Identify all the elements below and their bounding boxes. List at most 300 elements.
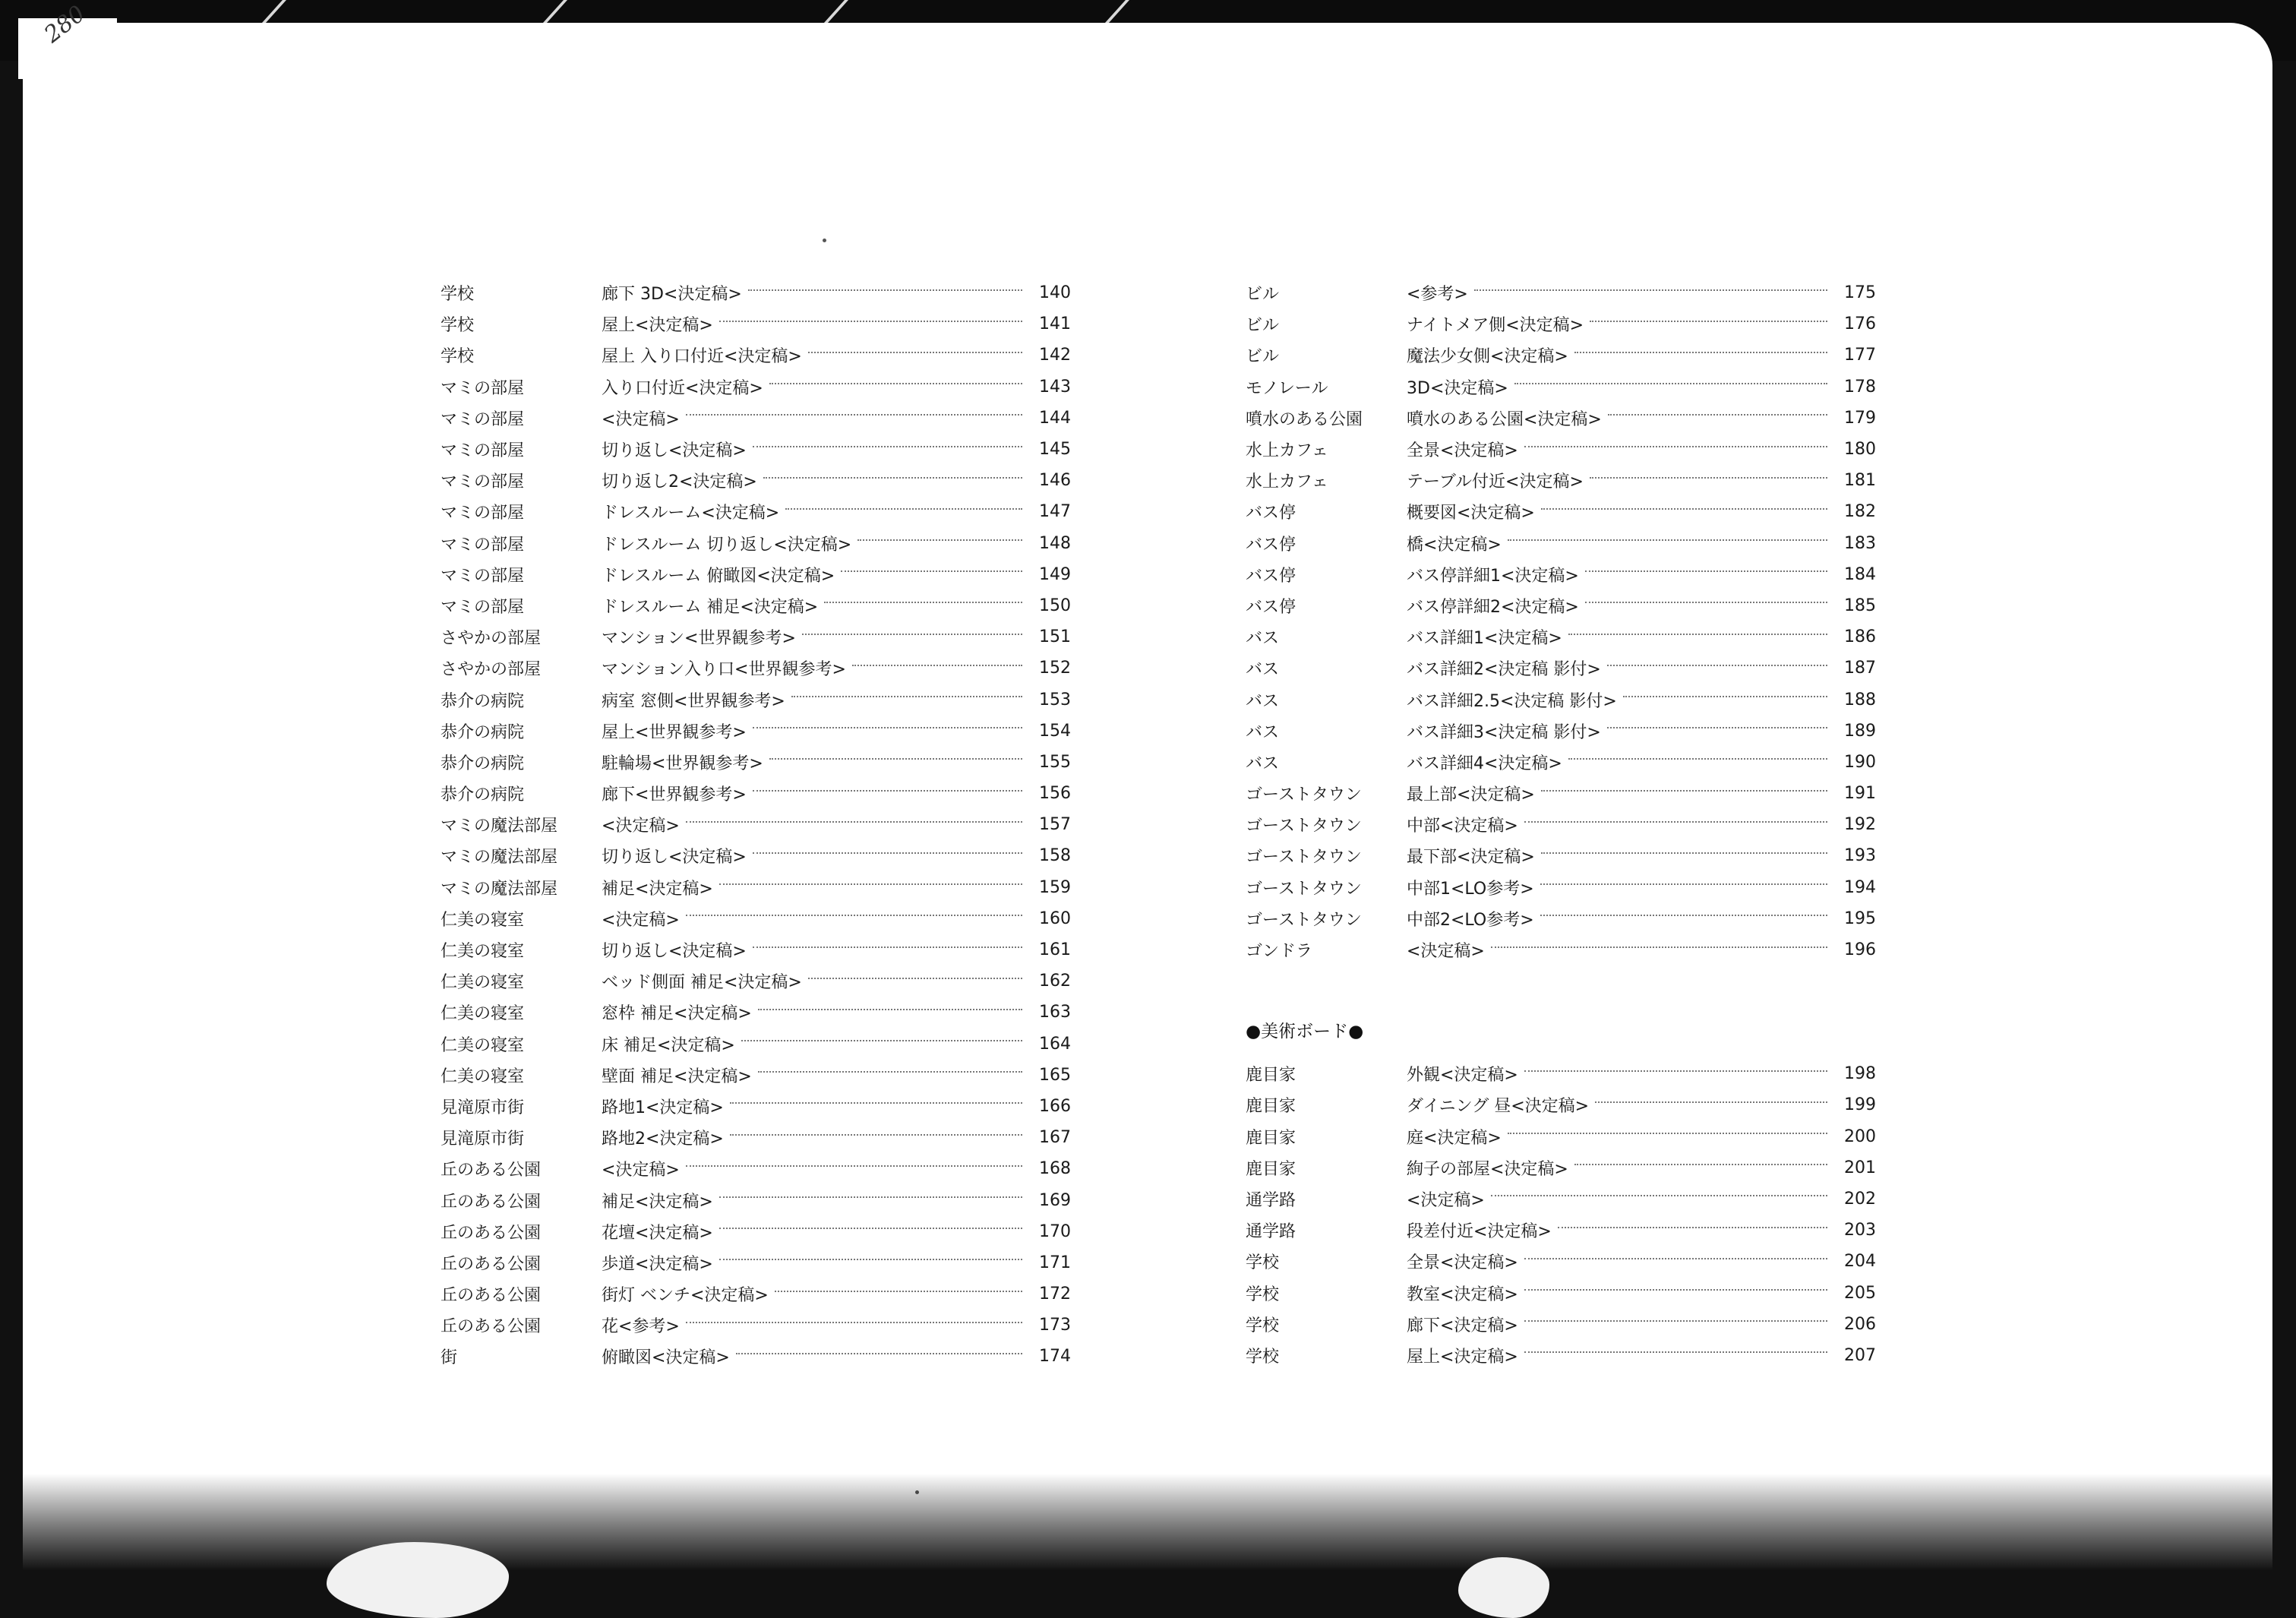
dot-leader	[1540, 915, 1827, 916]
entry-title: テーブル付近<決定稿>	[1407, 472, 1584, 492]
index-entry	[441, 1247, 1071, 1278]
entry-location: 学校	[1246, 1316, 1280, 1335]
entry-title: 橋<決定稿>	[1407, 535, 1502, 555]
entry-title: 全景<決定稿>	[1407, 1253, 1518, 1273]
entry-page-number: 153	[1039, 690, 1071, 709]
entry-page-number: 165	[1039, 1065, 1071, 1085]
index-entry	[1246, 934, 1876, 965]
index-entry	[441, 716, 1071, 747]
entry-title: 花<参考>	[602, 1317, 680, 1337]
index-entry	[441, 465, 1071, 496]
dot-leader	[852, 665, 1022, 666]
entry-location: ゴーストタウン	[1246, 848, 1362, 867]
entry-page-number: 152	[1039, 659, 1071, 678]
entry-location: 学校	[441, 316, 475, 336]
entry-title: 歩道<決定稿>	[602, 1254, 713, 1274]
index-entry	[1246, 716, 1876, 747]
entry-location: バス	[1246, 629, 1280, 649]
entry-location: マミの部屋	[441, 504, 525, 523]
dot-leader	[1524, 1258, 1827, 1259]
entry-location: バス	[1246, 660, 1280, 680]
entry-page-number: 156	[1039, 784, 1071, 804]
index-entry	[441, 747, 1071, 778]
index-entry	[1246, 340, 1876, 371]
index-entry	[441, 1310, 1071, 1341]
dot-leader	[686, 1322, 1022, 1323]
entry-title: 屋上<決定稿>	[602, 316, 713, 336]
dot-leader	[1608, 414, 1827, 416]
dot-leader	[1590, 477, 1827, 479]
entry-location: 丘のある公園	[441, 1223, 542, 1243]
index-entry	[1246, 434, 1876, 465]
entry-page-number: 180	[1844, 440, 1876, 460]
index-entry	[1246, 1277, 1876, 1308]
index-entry	[441, 308, 1071, 340]
entry-page-number: 175	[1844, 283, 1876, 303]
entry-page-number: 148	[1039, 533, 1071, 553]
entry-location: マミの部屋	[441, 535, 525, 555]
entry-location: バス	[1246, 754, 1280, 773]
index-entry	[441, 434, 1071, 465]
entry-title: ベッド側面 補足<決定稿>	[602, 973, 802, 993]
entry-title: 外観<決定稿>	[1407, 1066, 1518, 1086]
index-entry	[1246, 809, 1876, 840]
entry-title: バス詳細1<決定稿>	[1407, 629, 1562, 649]
dot-leader	[753, 790, 1022, 792]
dot-leader	[1568, 634, 1827, 635]
entry-title: ドレスルーム 俯瞰図<決定稿>	[602, 566, 835, 586]
entry-title: 補足<決定稿>	[602, 879, 713, 899]
dot-leader	[791, 696, 1022, 697]
dot-leader	[769, 383, 1022, 384]
dot-leader	[1607, 727, 1827, 728]
index-entry	[1246, 1340, 1876, 1371]
index-entry	[441, 340, 1071, 371]
entry-location: 見滝原市街	[441, 1098, 525, 1117]
entry-title: 教室<決定稿>	[1407, 1285, 1518, 1304]
dot-leader	[808, 352, 1022, 353]
index-column-right	[1246, 277, 1876, 1371]
dot-leader	[1540, 883, 1827, 885]
entry-location: ゴーストタウン	[1246, 910, 1362, 930]
entry-page-number: 203	[1844, 1221, 1876, 1240]
entry-title: ダイニング 昼<決定稿>	[1407, 1097, 1590, 1117]
entry-location: マミの部屋	[441, 597, 525, 617]
entry-location: 恭介の病院	[441, 722, 525, 742]
entry-page-number: 143	[1039, 377, 1071, 397]
entry-page-number: 141	[1039, 314, 1071, 334]
index-entry	[1246, 371, 1876, 403]
entry-page-number: 171	[1039, 1253, 1071, 1272]
entry-location: 仁美の寝室	[441, 973, 525, 993]
dot-leader	[686, 414, 1022, 416]
entry-page-number: 202	[1844, 1189, 1876, 1209]
entry-page-number: 145	[1039, 440, 1071, 460]
entry-page-number: 163	[1039, 1003, 1071, 1022]
entry-title: 切り返し2<決定稿>	[602, 472, 757, 492]
dot-leader	[1607, 665, 1827, 666]
entry-page-number: 173	[1039, 1316, 1071, 1335]
entry-location: 鹿目家	[1246, 1066, 1296, 1086]
index-entry	[441, 653, 1071, 684]
index-entry	[441, 965, 1071, 997]
entry-title: 全景<決定稿>	[1407, 441, 1518, 461]
entry-title: バス詳細2<決定稿 影付>	[1407, 660, 1601, 680]
entry-title: 3D<決定稿>	[1407, 378, 1508, 398]
dot-leader	[785, 508, 1022, 510]
index-entry	[1246, 559, 1876, 590]
entry-title: マンション<世界観参考>	[602, 629, 796, 649]
entry-location: 仁美の寝室	[441, 1004, 525, 1024]
entry-page-number: 191	[1844, 784, 1876, 804]
dot-leader	[1524, 446, 1827, 447]
entry-location: マミの部屋	[441, 441, 525, 461]
dot-leader	[753, 446, 1022, 447]
entry-page-number: 195	[1844, 909, 1876, 928]
entry-title: バス停詳細1<決定稿>	[1407, 566, 1579, 586]
dot-leader	[730, 1102, 1022, 1104]
entry-page-number: 179	[1844, 408, 1876, 428]
dot-leader	[686, 1165, 1022, 1167]
dot-leader	[1585, 602, 1827, 603]
dot-leader	[719, 321, 1022, 322]
dot-leader	[841, 570, 1022, 572]
index-entry	[441, 872, 1071, 903]
entry-page-number: 164	[1039, 1034, 1071, 1054]
entry-location: マミの魔法部屋	[441, 848, 558, 867]
index-entry	[441, 809, 1071, 840]
index-entry	[441, 903, 1071, 934]
index-entry	[1246, 778, 1876, 809]
entry-location: 通学路	[1246, 1222, 1296, 1242]
entry-title: 中部<決定稿>	[1407, 817, 1518, 836]
dot-leader	[857, 539, 1022, 541]
entry-title: 廊下 3D<決定稿>	[602, 285, 742, 305]
entry-page-number: 169	[1039, 1190, 1071, 1210]
index-entry	[1246, 1246, 1876, 1277]
entry-location: 丘のある公園	[441, 1161, 542, 1180]
entry-page-number: 207	[1844, 1345, 1876, 1365]
entry-title: 屋上 入り口付近<決定稿>	[602, 347, 802, 367]
entry-location: 鹿目家	[1246, 1097, 1296, 1117]
entry-page-number: 161	[1039, 940, 1071, 960]
entry-location: 街	[441, 1348, 458, 1368]
dot-leader	[1524, 821, 1827, 823]
index-entry	[441, 1029, 1071, 1060]
index-entry	[441, 621, 1071, 653]
entry-page-number: 186	[1844, 627, 1876, 647]
entry-location: さやかの部屋	[441, 629, 542, 649]
index-entry	[1246, 1309, 1876, 1340]
entry-title: 切り返し<決定稿>	[602, 848, 747, 867]
entry-page-number: 196	[1844, 940, 1876, 960]
dot-leader	[775, 1291, 1022, 1292]
index-entry	[1246, 465, 1876, 496]
entry-location: 鹿目家	[1246, 1159, 1296, 1179]
entry-page-number: 159	[1039, 877, 1071, 897]
entry-page-number: 181	[1844, 471, 1876, 491]
entry-page-number: 182	[1844, 502, 1876, 522]
entry-title: バス詳細2.5<決定稿 影付>	[1407, 691, 1617, 711]
dot-leader	[1524, 1289, 1827, 1291]
index-entry	[1246, 277, 1876, 308]
entry-title: <決定稿>	[1407, 942, 1485, 962]
entry-page-number: 185	[1844, 596, 1876, 615]
entry-title: 補足<決定稿>	[602, 1192, 713, 1212]
dot-leader	[753, 852, 1022, 854]
entry-page-number: 167	[1039, 1128, 1071, 1148]
entry-page-number: 140	[1039, 283, 1071, 303]
index-entry	[1246, 590, 1876, 621]
index-column-left	[441, 277, 1071, 1373]
entry-page-number: 205	[1844, 1283, 1876, 1303]
index-entry	[1246, 653, 1876, 684]
entry-page-number: 142	[1039, 346, 1071, 365]
dot-leader	[1590, 321, 1827, 322]
entry-title: 切り返し<決定稿>	[602, 441, 747, 461]
entry-location: 通学路	[1246, 1190, 1296, 1210]
entry-location: 丘のある公園	[441, 1317, 542, 1337]
entry-location: ゴーストタウン	[1246, 817, 1362, 836]
entry-page-number: 177	[1844, 346, 1876, 365]
entry-title: マンション入り口<世界観参考>	[602, 660, 846, 680]
entry-page-number: 187	[1844, 659, 1876, 678]
index-entry	[441, 997, 1071, 1028]
entry-title: 廊下<世界観参考>	[602, 785, 747, 805]
index-entry	[441, 778, 1071, 809]
entry-title: ナイトメア側<決定稿>	[1407, 316, 1584, 336]
index-entry	[1246, 872, 1876, 903]
dot-leader	[741, 1040, 1022, 1041]
entry-title: <決定稿>	[1407, 1190, 1485, 1210]
dot-leader	[1524, 1351, 1827, 1353]
entry-location: 学校	[1246, 1347, 1280, 1367]
dot-leader	[1574, 352, 1827, 353]
index-entry	[441, 590, 1071, 621]
entry-location: 恭介の病院	[441, 754, 525, 773]
entry-title: 病室 窓側<世界観参考>	[602, 691, 785, 711]
index-entry	[441, 934, 1071, 965]
index-entry	[441, 371, 1071, 403]
entry-page-number: 162	[1039, 972, 1071, 991]
dot-leader	[736, 1353, 1022, 1354]
entry-title: 中部2<LO参考>	[1407, 910, 1534, 930]
section-spacer	[1246, 965, 1876, 1014]
entry-location: ビル	[1246, 347, 1280, 367]
entry-title: 概要図<決定稿>	[1407, 504, 1535, 523]
entry-page-number: 174	[1039, 1347, 1071, 1367]
entry-title: 最下部<決定稿>	[1407, 848, 1535, 867]
dot-leader	[1514, 383, 1827, 384]
index-entry	[1246, 840, 1876, 871]
entry-page-number: 192	[1844, 815, 1876, 835]
entry-location: 学校	[441, 285, 475, 305]
entry-page-number: 160	[1039, 909, 1071, 928]
index-entry	[441, 1122, 1071, 1153]
entry-title: 庭<決定稿>	[1407, 1128, 1502, 1148]
page-number: 280	[39, 0, 90, 49]
entry-title: 入り口付近<決定稿>	[602, 378, 763, 398]
index-entry	[1246, 1152, 1876, 1183]
index-entry	[1246, 528, 1876, 559]
entry-page-number: 158	[1039, 846, 1071, 866]
entry-location: モノレール	[1246, 378, 1328, 398]
entry-title: <参考>	[1407, 285, 1468, 305]
index-entry	[1246, 496, 1876, 527]
section-spacer	[1246, 1044, 1876, 1058]
entry-title: <決定稿>	[602, 1161, 680, 1180]
entry-location: バス	[1246, 691, 1280, 711]
entry-location: バス停	[1246, 504, 1296, 523]
entry-location: 学校	[1246, 1285, 1280, 1304]
entry-page-number: 154	[1039, 721, 1071, 741]
index-entry	[441, 1184, 1071, 1215]
entry-location: 恭介の病院	[441, 785, 525, 805]
entry-title: 床 補足<決定稿>	[602, 1035, 735, 1055]
entry-location: 丘のある公園	[441, 1192, 542, 1212]
dot-leader	[686, 915, 1022, 916]
entry-location: 仁美の寝室	[441, 1067, 525, 1086]
entry-title: 屋上<世界観参考>	[602, 722, 747, 742]
speck	[823, 239, 826, 242]
index-entry	[441, 403, 1071, 434]
entry-location: さやかの部屋	[441, 660, 542, 680]
entry-location: 仁美の寝室	[441, 1035, 525, 1055]
entry-title: <決定稿>	[602, 910, 680, 930]
entry-title: 中部1<LO参考>	[1407, 879, 1534, 899]
dot-leader	[1491, 1195, 1827, 1196]
entry-page-number: 157	[1039, 815, 1071, 835]
entry-title: 噴水のある公園<決定稿>	[1407, 409, 1602, 429]
entry-page-number: 189	[1844, 721, 1876, 741]
index-entry	[441, 840, 1071, 871]
entry-title: 街灯 ベンチ<決定稿>	[602, 1286, 769, 1306]
book-page	[23, 23, 2272, 1603]
bottom-highlight	[327, 1542, 509, 1618]
entry-title: 路地2<決定稿>	[602, 1130, 724, 1149]
index-entry	[1246, 308, 1876, 340]
index-entry	[441, 1216, 1071, 1247]
index-entry	[441, 528, 1071, 559]
dot-leader	[719, 883, 1022, 885]
entry-location: マミの部屋	[441, 378, 525, 398]
dot-leader	[1623, 696, 1827, 697]
index-entry	[1246, 1089, 1876, 1120]
index-entry	[441, 1278, 1071, 1310]
entry-page-number: 204	[1844, 1252, 1876, 1272]
dot-leader	[719, 1228, 1022, 1229]
index-entry	[441, 1060, 1071, 1091]
dot-leader	[1508, 1133, 1827, 1134]
dot-leader	[808, 978, 1022, 979]
dot-leader	[1585, 570, 1827, 572]
entry-page-number: 190	[1844, 752, 1876, 772]
entry-title: 屋上<決定稿>	[1407, 1347, 1518, 1367]
dot-leader	[1568, 758, 1827, 760]
entry-location: マミの部屋	[441, 472, 525, 492]
entry-location: 仁美の寝室	[441, 942, 525, 962]
entry-page-number: 166	[1039, 1096, 1071, 1116]
dot-leader	[1558, 1227, 1827, 1228]
dot-leader	[748, 289, 1022, 291]
entry-title: 窓枠 補足<決定稿>	[602, 1004, 752, 1024]
dot-leader	[1574, 1164, 1827, 1165]
bottom-highlight	[1458, 1557, 1549, 1618]
entry-title: <決定稿>	[602, 817, 680, 836]
entry-page-number: 150	[1039, 596, 1071, 615]
index-entry	[441, 684, 1071, 715]
entry-location: 水上カフェ	[1246, 472, 1328, 492]
dot-leader	[1491, 946, 1827, 948]
entry-page-number: 170	[1039, 1221, 1071, 1241]
dot-leader	[769, 758, 1022, 760]
entry-location: 水上カフェ	[1246, 441, 1328, 461]
entry-title: バス停詳細2<決定稿>	[1407, 597, 1579, 617]
entry-title: 魔法少女側<決定稿>	[1407, 347, 1568, 367]
entry-page-number: 178	[1844, 377, 1876, 397]
entry-page-number: 149	[1039, 564, 1071, 584]
entry-page-number: 206	[1844, 1314, 1876, 1334]
index-entry	[441, 277, 1071, 308]
index-entry	[1246, 684, 1876, 715]
entry-page-number: 194	[1844, 877, 1876, 897]
entry-title: 最上部<決定稿>	[1407, 785, 1535, 805]
entry-title: 段差付近<決定稿>	[1407, 1222, 1552, 1242]
entry-location: ゴンドラ	[1246, 942, 1313, 962]
entry-location: 恭介の病院	[441, 691, 525, 711]
index-entry	[441, 1091, 1071, 1122]
entry-location: ゴーストタウン	[1246, 879, 1362, 899]
entry-title: ドレスルーム 補足<決定稿>	[602, 597, 819, 617]
entry-page-number: 184	[1844, 564, 1876, 584]
entry-location: 学校	[441, 347, 475, 367]
dot-leader	[719, 1196, 1022, 1198]
dot-leader	[824, 602, 1022, 603]
entry-page-number: 144	[1039, 408, 1071, 428]
entry-title: <決定稿>	[602, 409, 680, 429]
entry-title: ドレスルーム<決定稿>	[602, 504, 780, 523]
dot-leader	[1541, 790, 1827, 792]
entry-title: 壁面 補足<決定稿>	[602, 1067, 752, 1086]
entry-title: 路地1<決定稿>	[602, 1098, 724, 1117]
entry-location: バス停	[1246, 535, 1296, 555]
dot-leader	[753, 727, 1022, 728]
entry-page-number: 199	[1844, 1095, 1876, 1115]
index-entry	[441, 496, 1071, 527]
dot-leader	[1508, 539, 1827, 541]
entry-page-number: 183	[1844, 533, 1876, 553]
entry-page-number: 193	[1844, 846, 1876, 866]
entry-location: 丘のある公園	[441, 1254, 542, 1274]
index-entry	[1246, 621, 1876, 653]
entry-location: 見滝原市街	[441, 1130, 525, 1149]
entry-page-number: 146	[1039, 471, 1071, 491]
dot-leader	[1595, 1101, 1827, 1103]
entry-title: 切り返し<決定稿>	[602, 942, 747, 962]
entry-location: マミの部屋	[441, 409, 525, 429]
dot-leader	[1524, 1320, 1827, 1322]
entry-location: バス停	[1246, 566, 1296, 586]
entry-page-number: 198	[1844, 1064, 1876, 1084]
entry-page-number: 147	[1039, 502, 1071, 522]
entry-location: マミの魔法部屋	[441, 879, 558, 899]
entry-location: 噴水のある公園	[1246, 409, 1363, 429]
entry-location: バス停	[1246, 597, 1296, 617]
entry-page-number: 151	[1039, 627, 1071, 647]
entry-title: 駐輪場<世界観参考>	[602, 754, 763, 773]
entry-page-number: 155	[1039, 752, 1071, 772]
entry-page-number: 172	[1039, 1285, 1071, 1304]
